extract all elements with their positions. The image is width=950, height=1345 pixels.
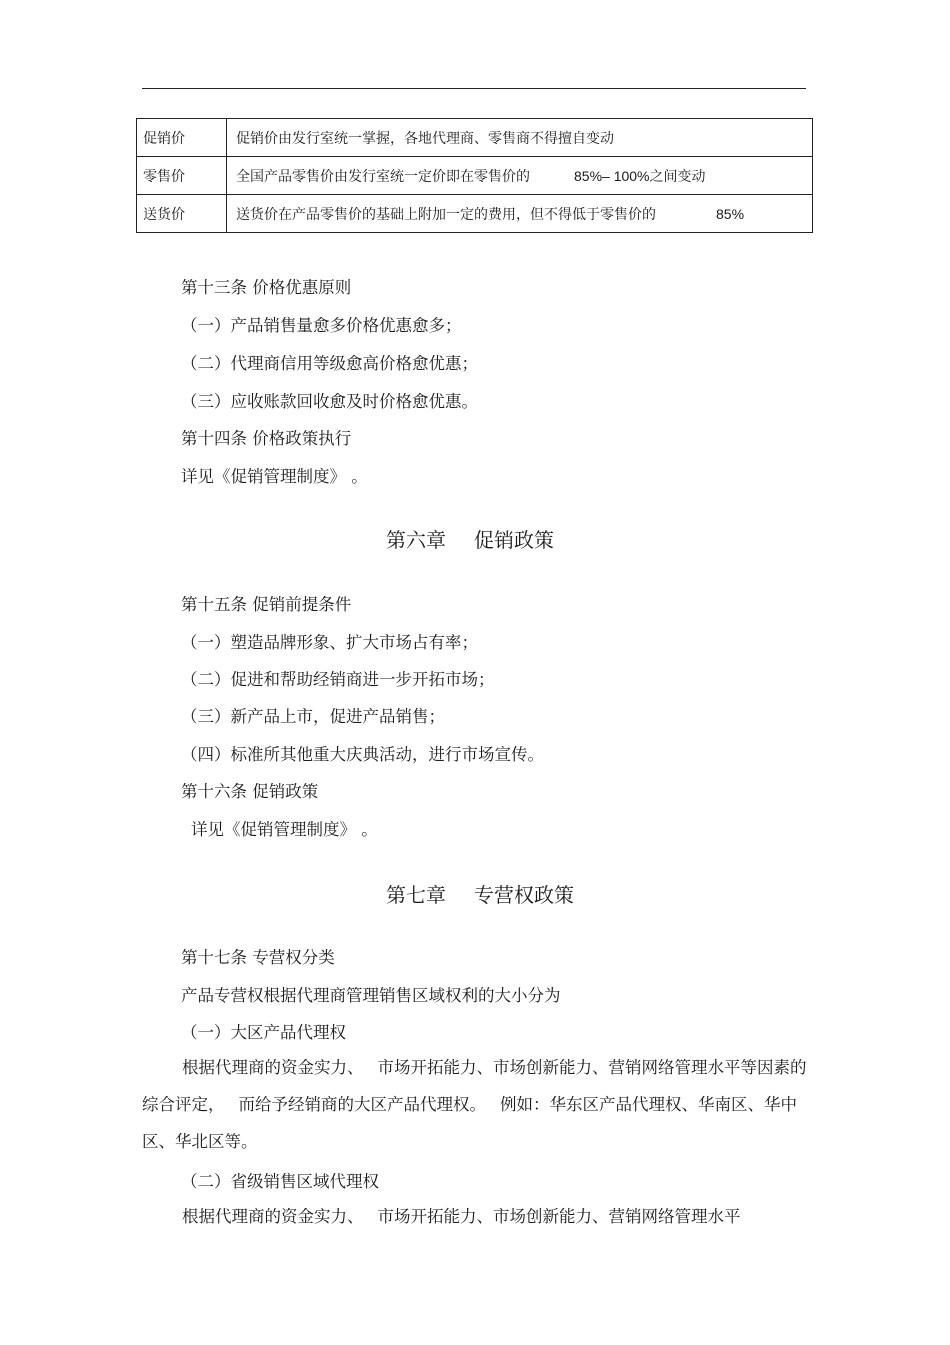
chapter-7-heading: 第七章 专营权政策 bbox=[386, 883, 574, 907]
list-item: （四）标准所其他重大庆典活动，进行市场宣传。 bbox=[181, 745, 544, 764]
list-item: （一）大区产品代理权 bbox=[181, 1023, 346, 1042]
article-17-title: 第十七条 专营权分类 bbox=[181, 948, 335, 967]
list-item: （二）促进和帮助经销商进一步开拓市场； bbox=[181, 670, 495, 689]
article-14-text: 详见《促销管理制度》 。 bbox=[181, 467, 368, 486]
paragraph-regional-agency: 根据代理商的资金实力、 市场开拓能力、市场创新能力、营销网络管理水平等因素的综合评定， 而给予经销商的大区产品代理权。 例如：华东区产品代理权、华南区、华中区、华北区等。 bbox=[142, 1058, 807, 1151]
row-label: 促销价 bbox=[137, 119, 227, 157]
row-label: 零售价 bbox=[137, 157, 227, 195]
article-16-text: 详见《促销管理制度》 。 bbox=[191, 820, 378, 839]
chapter-6-heading: 第六章 促销政策 bbox=[386, 528, 554, 552]
list-item: （三）新产品上市，促进产品销售； bbox=[181, 707, 445, 726]
list-item: （二）省级销售区域代理权 bbox=[181, 1172, 379, 1191]
article-14-title: 第十四条 价格政策执行 bbox=[181, 429, 352, 448]
list-item: （一）塑造品牌形象、扩大市场占有率； bbox=[181, 633, 478, 652]
percent-value: 85% bbox=[716, 205, 745, 222]
list-item: （二）代理商信用等级愈高价格愈优惠； bbox=[181, 354, 478, 373]
price-table bbox=[136, 118, 813, 233]
list-item: （一）产品销售量愈多价格优惠愈多； bbox=[181, 316, 462, 335]
table-row bbox=[137, 119, 813, 157]
paragraph-provincial-agency: 根据代理商的资金实力、 市场开拓能力、市场创新能力、营销网络管理水平 bbox=[182, 1207, 741, 1226]
row-text: 送货价在产品零售价的基础上附加一定的费用，但不得低于零售价的 85% bbox=[227, 195, 813, 233]
article-17-intro: 产品专营权根据代理商管理销售区域权利的大小分为 bbox=[181, 986, 561, 1005]
row-text: 全国产品零售价由发行室统一定价即在零售价的 85%– 100%之间变动 bbox=[227, 157, 813, 195]
row-text: 促销价由发行室统一掌握，各地代理商、零售商不得擅自变动 bbox=[227, 119, 813, 157]
article-15-title: 第十五条 促销前提条件 bbox=[181, 595, 352, 614]
list-item: （三）应收账款回收愈及时价格愈优惠。 bbox=[181, 392, 478, 411]
article-13-title: 第十三条 价格优惠原则 bbox=[181, 278, 352, 297]
table-row bbox=[137, 157, 813, 195]
row-label: 送货价 bbox=[137, 195, 227, 233]
table-row bbox=[137, 195, 813, 233]
article-16-title: 第十六条 促销政策 bbox=[181, 782, 319, 801]
header-rule bbox=[142, 88, 806, 89]
percent-range: 85%– 100%之间变动 bbox=[574, 167, 706, 184]
